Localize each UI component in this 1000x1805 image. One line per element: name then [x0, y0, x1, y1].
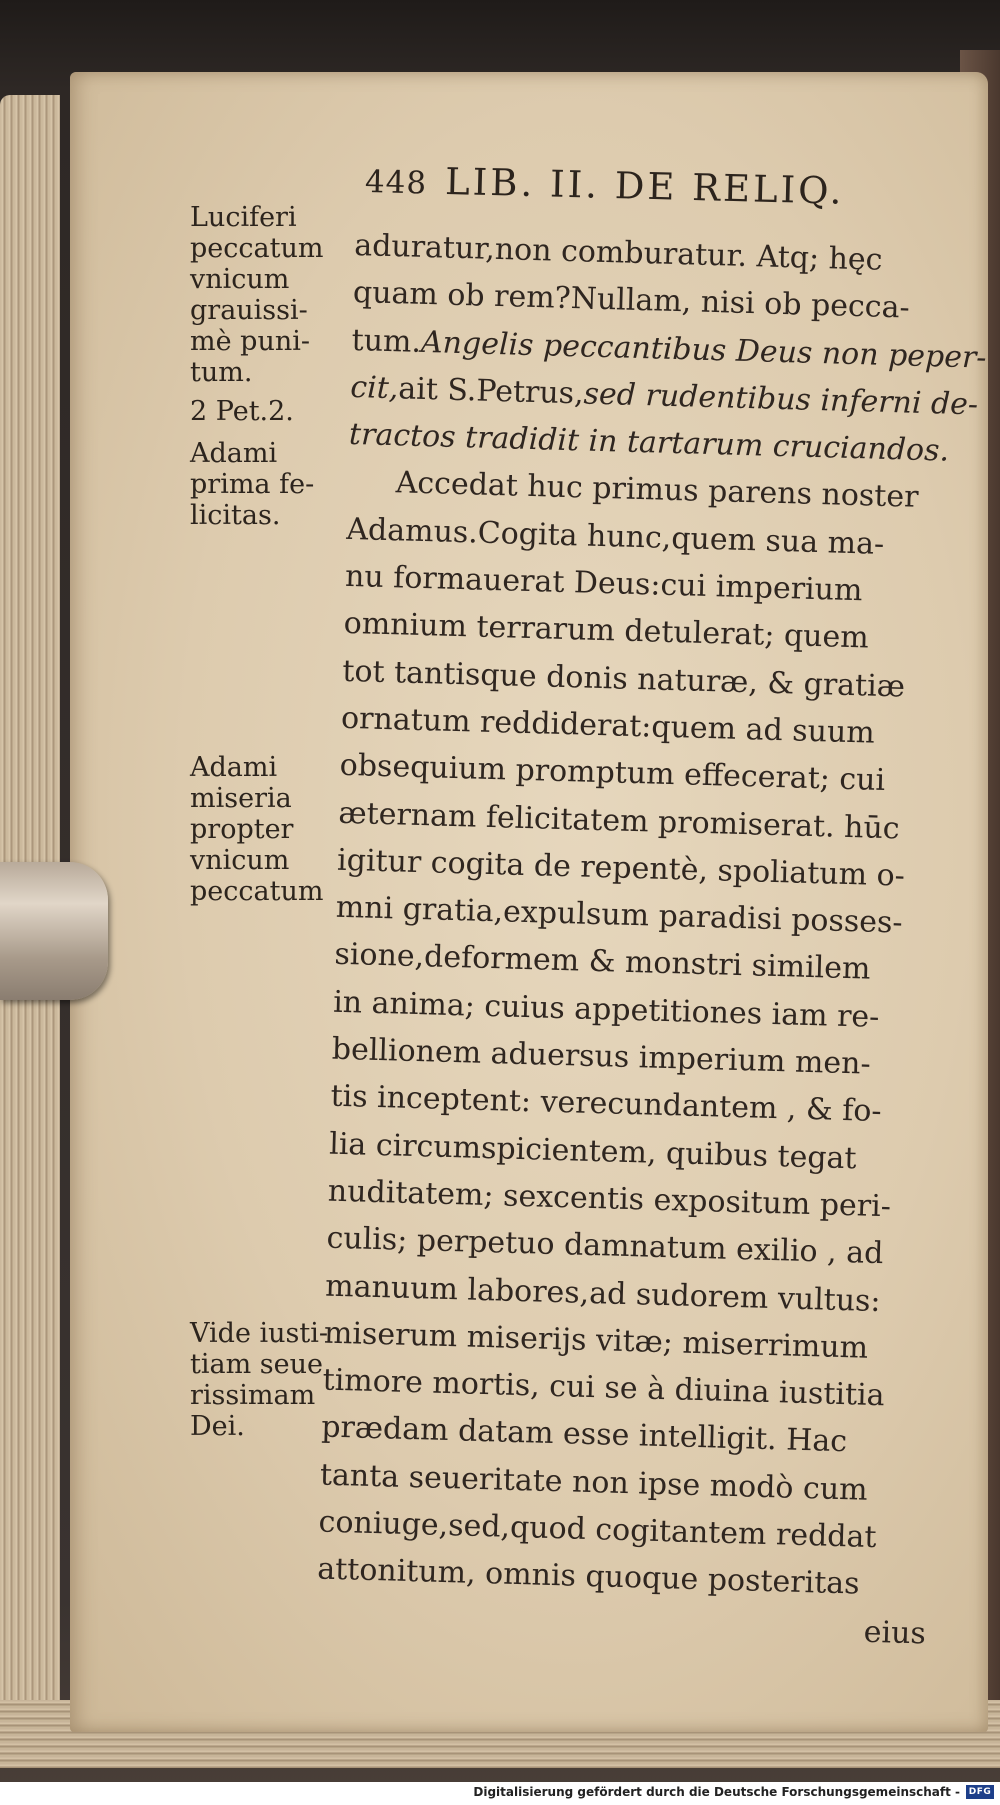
- text-span: tot tantisque donis naturæ, & gratiæ: [341, 653, 906, 705]
- margin-note-line: licitas.: [190, 500, 281, 531]
- text-span: lia circumspicientem, quibus tegat: [328, 1126, 857, 1177]
- text-span: coniuge,sed,quod cogitantem reddat: [318, 1504, 877, 1556]
- margin-note-line: miseria: [190, 783, 292, 814]
- margin-note-line: rissimam: [190, 1380, 316, 1411]
- text-span: obsequium promptum effecerat; cui: [339, 748, 886, 799]
- margin-note-line: mè puni-: [190, 326, 310, 357]
- italic-quote: Angelis peccantibus Deus non peper-: [420, 324, 987, 376]
- text-span: nuditatem; sexcentis expositum peri-: [327, 1173, 892, 1225]
- margin-note-line: propter: [190, 814, 294, 845]
- margin-note-line: Dei.: [190, 1411, 245, 1442]
- text-span: in anima; cuius appetitiones iam re-: [332, 984, 880, 1035]
- text-span: mni gratia,expulsum paradisi posses-: [335, 889, 904, 941]
- margin-note-line: peccatum: [190, 233, 324, 264]
- margin-note-line: prima fe-: [190, 469, 315, 500]
- footer-credit: Digitalisierung gefördert durch die Deutsche Forschungsgemeinschaft -: [473, 1785, 960, 1799]
- text-span: Adamus.Cogita hunc,quem sua ma-: [345, 511, 885, 562]
- text-span: miserum miserijs vitæ; miserrimum: [323, 1315, 869, 1366]
- margin-note-line: peccatum: [190, 876, 324, 907]
- text-span: bellionem aduersus imperium men-: [331, 1031, 872, 1082]
- margin-note-adami-felicitas: [190, 438, 314, 531]
- text-span: culis; perpetuo damnatum exilio , ad: [326, 1220, 884, 1272]
- margin-note-line: Vide iusti-: [190, 1318, 328, 1349]
- text-span: timore mortis, cui se à diuina iustitia: [322, 1362, 885, 1414]
- margin-note-line: Adami: [190, 752, 278, 783]
- italic-quote: sed rudentibus inferni de-: [583, 376, 979, 423]
- margin-note-line: tum.: [190, 357, 253, 388]
- text-span: ornatum reddiderat:quem ad suum: [340, 700, 876, 751]
- text-span: prædam datam esse intelligit. Hac: [320, 1409, 848, 1460]
- margin-note-line: 2 Pet.2.: [190, 396, 294, 427]
- text-span: aduratur,non comburatur. Atq; hęc: [353, 227, 883, 278]
- margin-note-luciferi: [190, 202, 323, 388]
- text-span: ait S.Petrus,: [397, 371, 585, 412]
- margin-note-line: vnicum: [190, 264, 290, 295]
- margin-note-adami-miseria: [190, 752, 323, 907]
- text-span: manuum labores,ad sudorem vultus:: [324, 1268, 882, 1319]
- margin-note-reference: [190, 396, 294, 427]
- margin-note-line: vnicum: [190, 845, 290, 876]
- text-span: æternam felicitatem promiserat. hūc: [338, 795, 901, 846]
- margin-note-line: tiam seue: [190, 1349, 323, 1380]
- text-span: omnium terrarum detulerat; quem: [343, 606, 870, 656]
- book-clasp: [0, 862, 108, 1000]
- text-span: igitur cogita de repentè, spoliatum o-: [336, 842, 906, 894]
- text-span: tis inceptent: verecundantem , & fo-: [330, 1079, 883, 1130]
- text-span: Accedat huc primus parens noster: [395, 465, 919, 516]
- text-span: nu formauerat Deus:cui imperium: [344, 558, 863, 609]
- running-head-title: LIB. II. DE RELIQ.: [444, 159, 845, 213]
- margin-note-line: Adami: [190, 438, 278, 469]
- body-text: [315, 222, 987, 1658]
- page-number: 448: [364, 164, 428, 202]
- text-span: eius: [863, 1614, 927, 1652]
- text-span: quam ob rem?Nullam, nisi ob pecca-: [352, 275, 911, 326]
- text-span: tum.: [351, 322, 422, 360]
- italic-quote: cit,: [349, 369, 399, 407]
- text-span: sione,deformem & monstri similem: [334, 937, 871, 988]
- text-span: tanta seueritate non ipse modò cum: [319, 1457, 869, 1508]
- text-span: attonitum, omnis quoque posteritas: [316, 1551, 861, 1602]
- dfg-logo: DFG: [966, 1785, 994, 1799]
- margin-note-line: grauissi-: [190, 295, 308, 326]
- margin-note-line: Luciferi: [190, 202, 297, 233]
- italic-quote: tractos tradidit in tartarum cruciandos.: [348, 417, 950, 469]
- margin-note-iustitia: [190, 1318, 328, 1442]
